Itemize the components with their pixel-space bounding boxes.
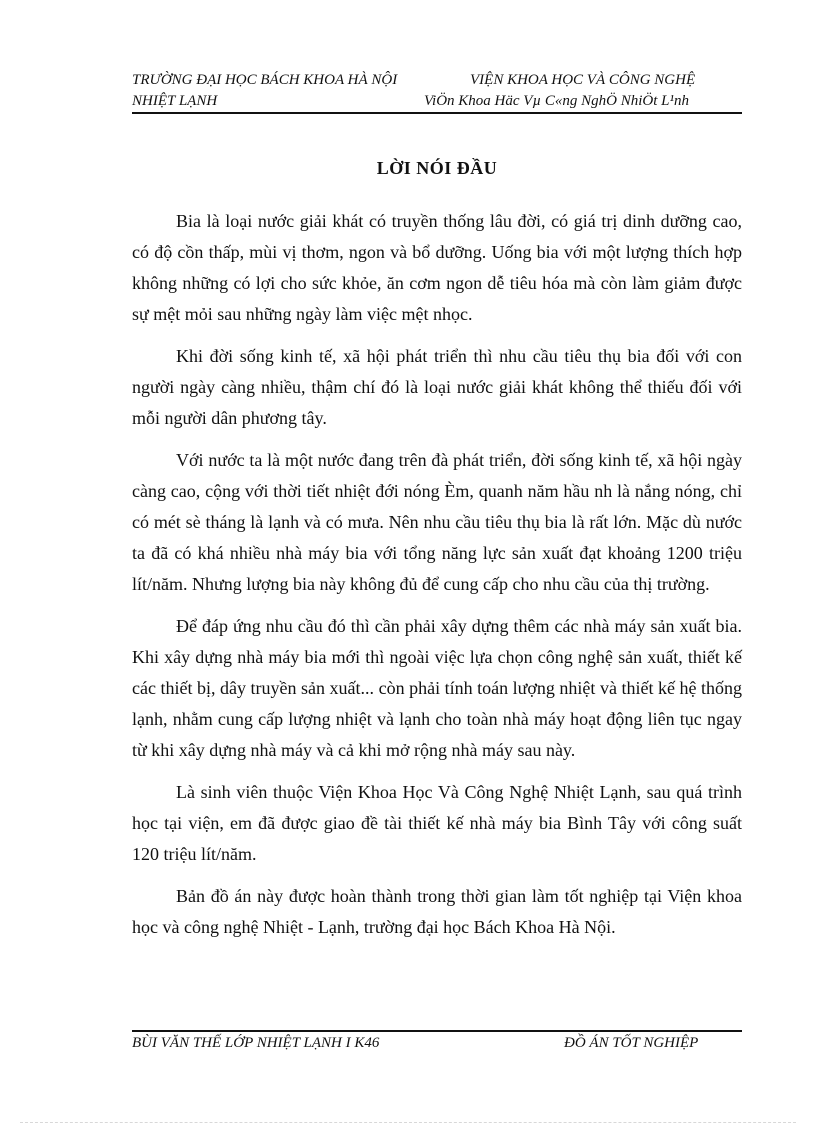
- footer-doc-type: ĐỒ ÁN TỐT NGHIỆP: [564, 1035, 699, 1051]
- paragraph: Để đáp ứng nhu cầu đó thì cần phải xây dựng thêm các nhà máy sản xuất bia. Khi xây dựng nhà máy bia mới thì ngoài việc lựa chọn công nghệ sản xuất, thiết kế các thiết bị, dây truyền sản xuất... còn phải tính toán lượng nhiệt và thiết kế hệ thống lạnh, nhằm cung cấp lượng nhiệt và lạnh cho toàn nhà máy hoạt động liên tục ngay từ khi xây dựng nhà máy và cả khi mở rộng nhà máy sau này.: [132, 616, 742, 760]
- header-department: NHIỆT LẠNH: [132, 93, 218, 109]
- page-title: LỜI NÓI ĐẦU: [376, 158, 498, 178]
- paragraph: Là sinh viên thuộc Viện Khoa Học Và Công Nghệ Nhiệt Lạnh, sau quá trình học tại viện, em đã được giao đề tài thiết kế nhà máy bia Bình Tây với công suất 120 triệu lít/năm.: [132, 782, 742, 864]
- header-divider: [132, 112, 742, 114]
- document-body: [132, 206, 742, 954]
- footer-author: BÙI VĂN THẾ LỚP NHIỆT LẠNH I K46: [132, 1035, 380, 1051]
- paragraph: Với nước ta là một nước đang trên đà phát triển, đời sống kinh tế, xã hội ngày càng cao, cộng với thời tiết nhiệt đới nóng Èm, quanh năm hầu nh là nắng nóng, chỉ có mét sè tháng là lạnh và có mưa. Nên nhu cầu tiêu thụ bia là rất lớn. Mặc dù nước ta đã có khá nhiều nhà máy bia với tổng năng lực sản xuất đạt khoảng 1200 triệu lít/năm. Nhưng lượng bia này không đủ để cung cấp cho nhu cầu của thị trường.: [132, 450, 742, 594]
- header-university: TRƯỜNG ĐẠI HỌC BÁCH KHOA HÀ NỘI: [132, 72, 398, 88]
- header-institute: VIỆN KHOA HỌC VÀ CÔNG NGHỆ: [470, 72, 696, 88]
- header-institute-legacy-font: ViÖn Khoa Häc Vµ C«ng NghÖ NhiÖt L¹nh: [424, 93, 689, 109]
- footer-divider: [132, 1030, 742, 1032]
- paragraph: Bản đồ án này được hoàn thành trong thời gian làm tốt nghiệp tại Viện khoa học và công nghệ Nhiệt - Lạnh, trường đại học Bách Khoa Hà Nội.: [132, 886, 742, 937]
- paragraph: Bia là loại nước giải khát có truyền thống lâu đời, có giá trị dinh dưỡng cao, có độ cồn thấp, mùi vị thơm, ngon và bổ dưỡng. Uống bia với một lượng thích hợp không những có lợi cho sức khỏe, ăn cơm ngon dễ tiêu hóa mà còn làm giảm được sự mệt mỏi sau những ngày làm việc mệt nhọc.: [132, 211, 742, 324]
- paragraph: Khi đời sống kinh tế, xã hội phát triển thì nhu cầu tiêu thụ bia đối với con người ngày càng nhiều, thậm chí đó là loại nước giải khát không thể thiếu đối với mỗi người dân phương tây.: [132, 346, 742, 428]
